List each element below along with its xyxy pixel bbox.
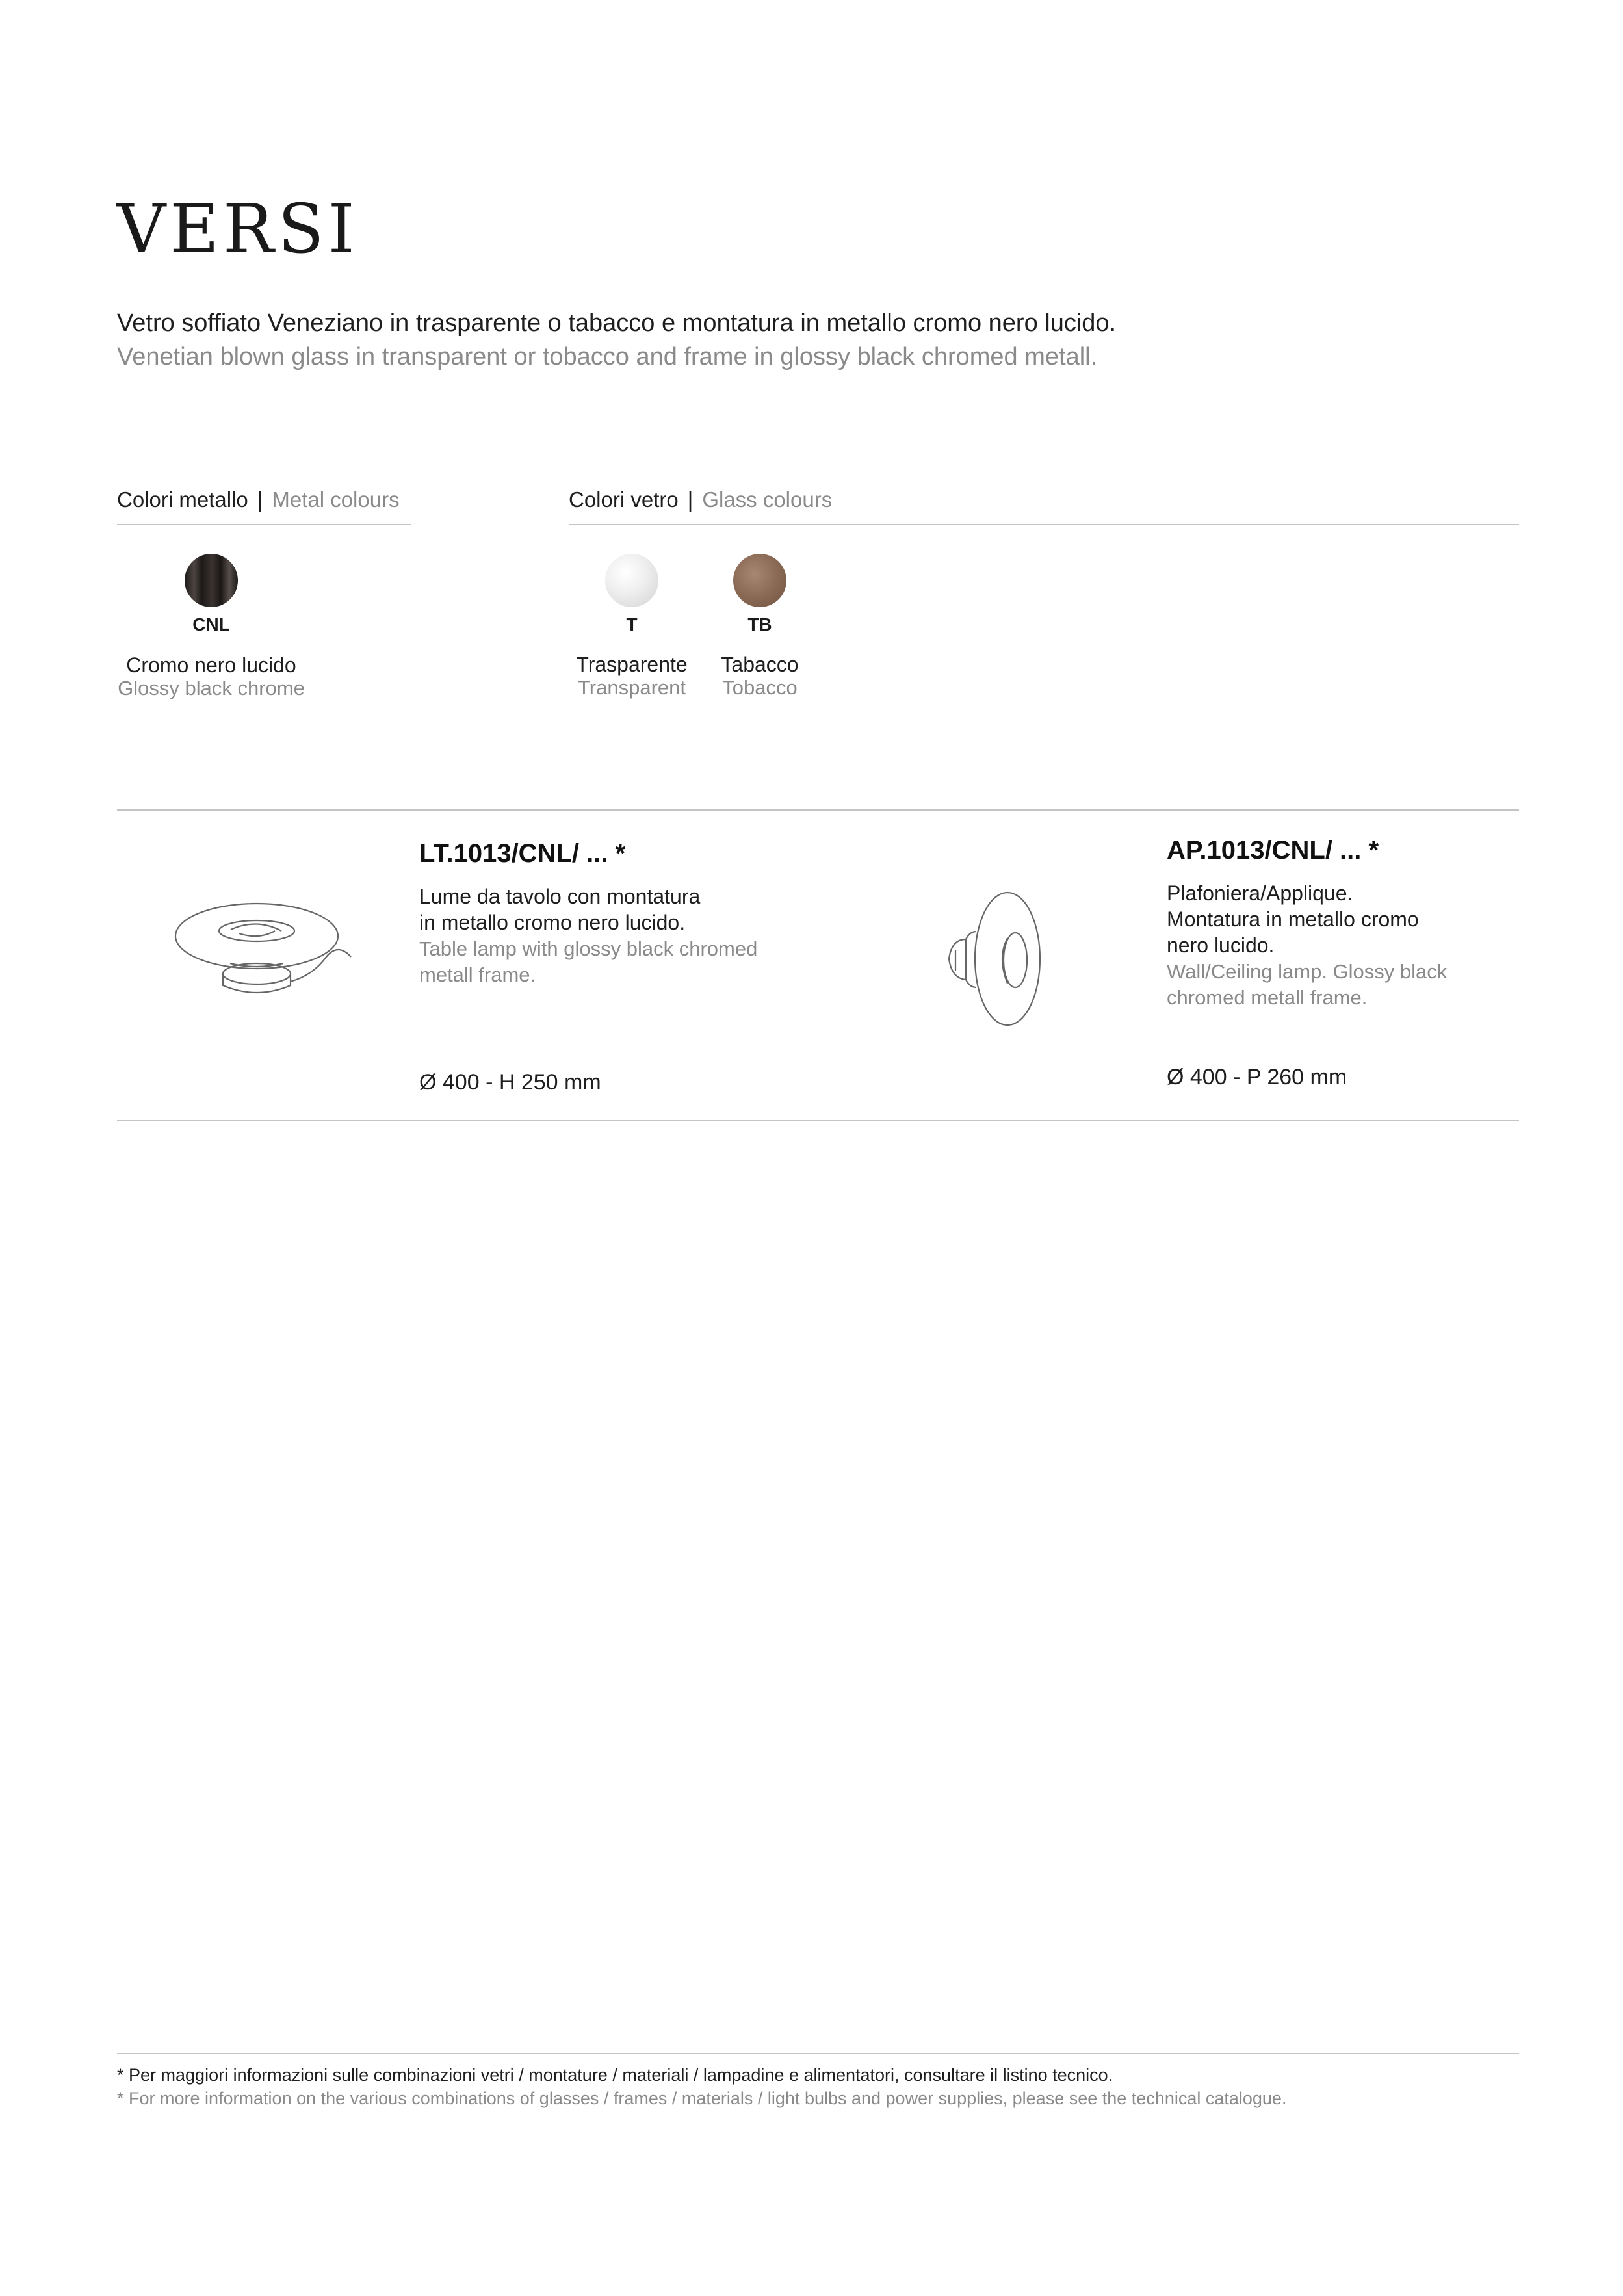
desc-line: nero lucido. [1167,933,1275,957]
heading-separator: | [257,488,263,512]
metal-colours-heading-it: Colori metallo [117,488,248,512]
intro-english: Venetian blown glass in transparent or tobacco and frame in glossy black chromed metall. [117,343,1098,371]
heading-separator: | [687,488,694,512]
swatch-name-it-cnl: Cromo nero lucido [126,653,296,677]
glass-colours-heading-it: Colori vetro [569,488,679,512]
desc-line: Table lamp with glossy black chromed [419,937,758,960]
swatch-name-it-t: Trasparente [576,653,688,676]
products-top-rule [117,809,1519,811]
desc-line: Lume da tavolo con montatura [419,885,701,908]
swatch-name-en-t: Transparent [578,676,686,699]
table-lamp-drawing-icon [169,891,357,1014]
metal-colours-heading-en: Metal colours [272,488,400,512]
product-desc-en-lt [419,936,757,988]
swatch-t[interactable] [605,554,658,607]
product-dimensions-ap: Ø 400 - P 260 mm [1167,1065,1347,1089]
product-code-lt: LT.1013/CNL/ ... * [419,839,626,868]
metal-colours-rule [117,524,411,525]
desc-line: Plafoniera/Applique. [1167,881,1353,905]
desc-line: Montatura in metallo cromo [1167,907,1419,931]
wall-lamp-drawing-icon [936,887,1046,1030]
swatch-code-tb: TB [747,614,772,634]
metal-colours-heading [117,489,400,510]
footnote-rule [117,2053,1519,2054]
footnote-english: * For more information on the various combinations of glasses / frames / materials / light bulbs and power supplies, please see the technical catalogue. [117,2089,1287,2108]
swatch-code-cnl: CNL [192,614,230,634]
product-desc-it-lt [419,883,700,935]
product-code-ap: AP.1013/CNL/ ... * [1167,836,1379,865]
swatch-name-en-tb: Tobacco [722,676,798,699]
swatch-name-it-tb: Tabacco [721,653,799,676]
swatch-tb[interactable] [733,554,786,607]
glass-colours-heading [569,489,832,510]
product-desc-en-ap [1167,959,1447,1011]
desc-line: metall frame. [419,963,536,986]
intro-italian: Vetro soffiato Veneziano in trasparente o tabacco e montatura in metallo cromo nero lucido. [117,309,1117,337]
desc-line: Wall/Ceiling lamp. Glossy black [1167,960,1448,983]
product-desc-it-ap [1167,880,1419,958]
swatch-code-t: T [626,614,638,634]
desc-line: in metallo cromo nero lucido. [419,911,686,934]
desc-line: chromed metall frame. [1167,986,1368,1009]
product-dimensions-lt: Ø 400 - H 250 mm [419,1070,601,1095]
page-title: VERSI [117,189,359,268]
products-bottom-rule [117,1120,1519,1121]
swatch-name-en-cnl: Glossy black chrome [118,677,305,699]
glass-colours-rule [569,524,1519,525]
swatch-cnl[interactable] [185,554,238,607]
glass-colours-heading-en: Glass colours [702,488,833,512]
footnote-italian: * Per maggiori informazioni sulle combinazioni vetri / montature / materiali / lampadine e alimentatori, consultare il listino tecnico. [117,2065,1113,2085]
